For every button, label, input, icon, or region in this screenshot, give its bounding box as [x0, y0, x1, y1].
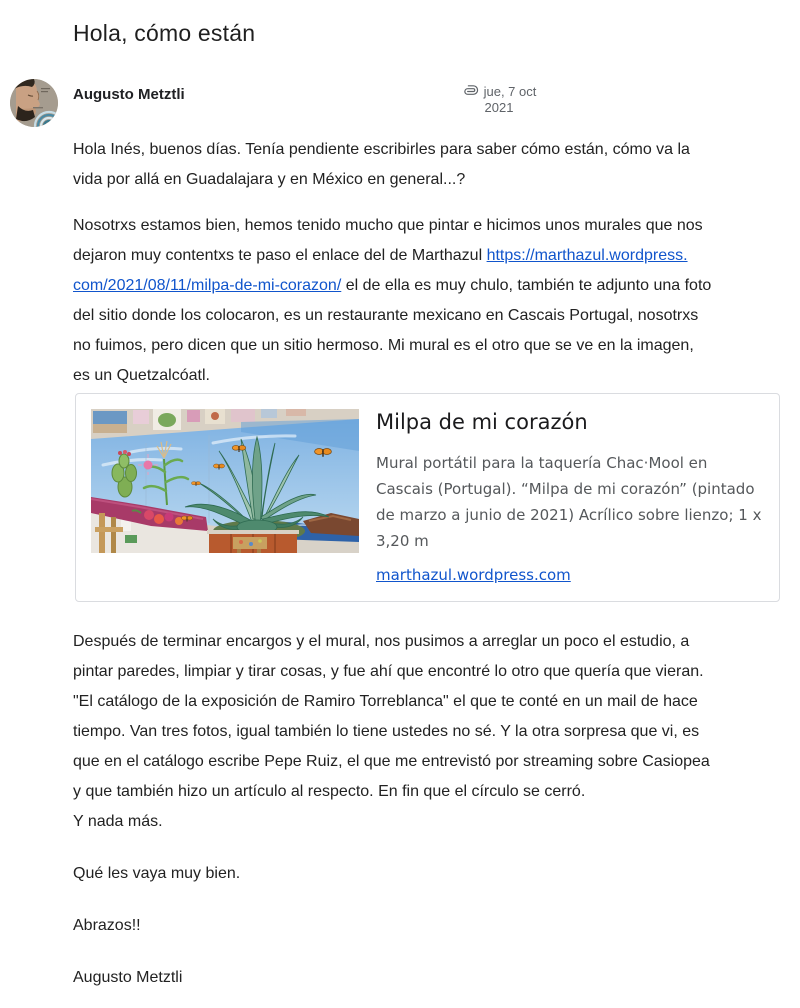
body-text: dejaron muy contentxs te paso el enlace del de Marthazul: [73, 247, 487, 264]
body-text: el de ella es muy chulo, también te adjunto una foto: [341, 277, 712, 294]
closing-line: [73, 911, 780, 941]
card-description-line: Cascais (Portugal). “Milpa de mi corazón” (pintado: [376, 480, 755, 498]
body-line: pintar paredes, limpiar y tirar cosas, y fue ahí que encontré lo otro que quería que vieran.: [73, 663, 704, 680]
body-line: que en el catálogo escribe Pepe Ruiz, el que me entrevistó por streaming sobre Casiopea: [73, 753, 710, 770]
marthazul-url-link-part1[interactable]: https://marthazul.wordpress.: [486, 247, 688, 264]
body-line: [73, 241, 780, 271]
avatar-artwork-image: [10, 79, 58, 127]
body-line: no fuimos, pero dicen que un sitio hermoso. Mi mural es el otro que se ve en la imagen,: [73, 337, 694, 354]
body-line: Después de terminar encargos y el mural, nos pusimos a arreglar un poco el estudio, a: [73, 633, 690, 650]
email-date-year: 2021: [484, 100, 514, 115]
card-site-link[interactable]: marthazul.wordpress.com: [376, 566, 571, 584]
card-title[interactable]: Milpa de mi corazón: [376, 410, 588, 434]
mural-photo: [91, 409, 359, 553]
sender-avatar[interactable]: [10, 79, 58, 127]
body-line: "El catálogo de la exposición de Ramiro Torreblanca" el que te conté en un mail de hace: [73, 693, 698, 710]
body-line: Hola Inés, buenos días. Tenía pendiente escribirles para saber cómo están, cómo va la: [73, 141, 690, 158]
closing-line: [73, 859, 780, 889]
body-line: Nosotrxs estamos bien, hemos tenido mucho que pintar e hicimos unos murales que nos: [73, 217, 703, 234]
body-line: vida por allá en Guadalajara y en México en general...?: [73, 171, 466, 188]
email-subject: Hola, cómo están: [73, 20, 256, 46]
body-line: Qué les vaya muy bien.: [73, 865, 241, 882]
card-description-line: Mural portátil para la taquería Chac·Mool en: [376, 454, 708, 472]
signature-name: [73, 963, 780, 993]
link-preview-card[interactable]: [75, 393, 780, 602]
link-preview-image[interactable]: [91, 409, 359, 553]
paragraph-greeting: [73, 135, 780, 195]
paragraph-catalog: [73, 627, 780, 807]
body-line: del sitio donde los colocaron, es un restaurante mexicano en Cascais Portugal, nosotrxs: [73, 307, 699, 324]
email-date: jue, 7 oct: [483, 83, 537, 99]
body-line: y que también hizo un artículo al respecto. En fin que el círculo se cerró.: [73, 783, 586, 800]
body-line: Abrazos!!: [73, 917, 141, 934]
sender-name: Augusto Metztli: [73, 86, 185, 103]
body-line: Augusto Metztli: [73, 969, 183, 986]
email-meta: [447, 83, 551, 116]
paperclip-icon: [462, 83, 479, 100]
marthazul-url-link-part2[interactable]: com/2021/08/11/milpa-de-mi-corazon/: [73, 277, 342, 294]
card-description: [376, 450, 776, 554]
paragraph-murals: [73, 211, 780, 391]
card-description-line: 3,20 m: [376, 532, 429, 550]
body-line: Y nada más.: [73, 813, 163, 830]
closing-line: [73, 807, 780, 837]
body-line: tiempo. Van tres fotos, igual también lo tiene ustedes no sé. Y la otra sorpresa que vi, es: [73, 723, 700, 740]
body-line: es un Quetzalcóatl.: [73, 367, 210, 384]
body-line: [73, 271, 780, 301]
card-description-line: de marzo a junio de 2021) Acrílico sobre lienzo; 1 x: [376, 506, 762, 524]
